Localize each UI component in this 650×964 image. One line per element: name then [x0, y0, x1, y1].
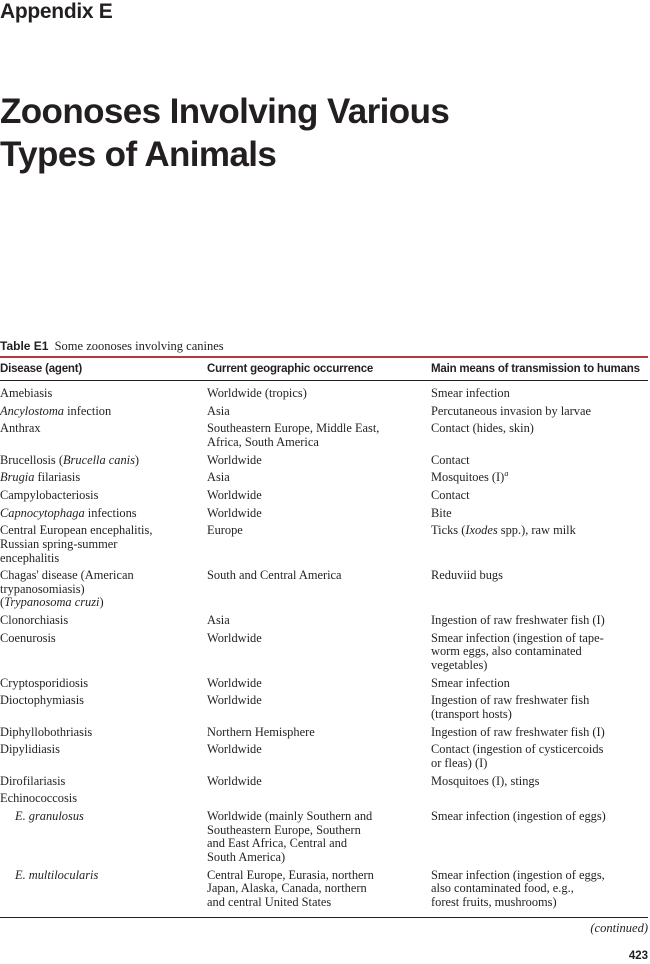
cell-geography — [207, 869, 431, 914]
cell-transmission — [431, 694, 648, 725]
geography-text: Asia — [207, 613, 230, 628]
disease-text: Clonorchiasis — [0, 613, 69, 628]
page-title-line1: Zoonoses Involving Various — [0, 92, 450, 131]
cell-disease — [0, 524, 207, 569]
transmission-text: Contact (ingestion of cysticercoids — [431, 742, 604, 757]
geography-text: Worldwide — [207, 693, 262, 708]
table-row — [0, 677, 648, 695]
disease-text: Russian spring-summer — [0, 537, 118, 551]
table-row — [0, 489, 648, 507]
cell-geography — [207, 810, 431, 868]
geography-text: South and Central America — [207, 568, 342, 583]
geography-text: Japan, Alaska, Canada, northern — [207, 881, 367, 896]
disease-text: Central European encephalitis, — [0, 523, 153, 538]
cell-transmission — [431, 632, 648, 677]
transmission-text: Smear infection (ingestion of tape- — [431, 630, 604, 645]
page-number: 423 — [628, 950, 648, 962]
cell-geography — [207, 569, 431, 614]
disease-text: Cryptosporidiosis — [0, 675, 89, 690]
disease-text: filariasis — [34, 470, 81, 485]
disease-italic: Trypanosoma cruzi — [4, 595, 100, 610]
geography-text: Central Europe, Eurasia, northern — [207, 867, 374, 882]
cell-transmission — [431, 454, 648, 472]
disease-text: infection — [64, 403, 112, 418]
table-row — [0, 775, 648, 793]
cell-transmission — [431, 524, 648, 569]
geography-text: Worldwide — [207, 675, 262, 690]
zoonoses-table — [0, 358, 648, 913]
transmission-text: Contact (hides, skin) — [431, 421, 534, 436]
cell-geography — [207, 694, 431, 725]
page-title-line2: Types of Animals — [0, 135, 277, 174]
geography-text: Southeastern Europe, Southern — [207, 822, 361, 837]
cell-disease — [0, 792, 207, 810]
transmission-text: Contact — [431, 452, 470, 467]
cell-disease — [0, 810, 207, 868]
cell-geography — [207, 471, 431, 489]
cell-transmission — [431, 869, 648, 914]
cell-transmission — [431, 381, 648, 405]
cell-transmission — [431, 422, 648, 453]
cell-transmission — [431, 614, 648, 632]
cell-disease — [0, 743, 207, 774]
transmission-text: Mosquitoes (I) — [431, 470, 505, 485]
disease-text: ) — [99, 595, 104, 610]
cell-geography — [207, 507, 431, 525]
disease-text: Anthrax — [0, 421, 41, 436]
disease-italic: Ancylostoma — [0, 403, 65, 418]
disease-text: Dioctophymiasis — [0, 693, 84, 708]
table-row — [0, 614, 648, 632]
geography-text: Worldwide — [207, 630, 262, 645]
transmission-text: Ingestion of raw freshwater fish (I) — [431, 724, 605, 739]
cell-disease — [0, 677, 207, 695]
cell-transmission — [431, 677, 648, 695]
transmission-text: Smear infection (ingestion of eggs, — [431, 867, 605, 882]
cell-disease — [0, 471, 207, 489]
table-caption-text: Some zoonoses involving canines — [54, 339, 224, 353]
table-row — [0, 405, 648, 423]
disease-text: encephalitis — [0, 550, 60, 565]
cell-transmission — [431, 471, 648, 489]
transmission-text: spp.), raw milk — [497, 523, 576, 538]
footnote-marker: a — [504, 469, 509, 479]
cell-disease — [0, 405, 207, 423]
transmission-text: (transport hosts) — [431, 707, 512, 721]
table-row — [0, 632, 648, 677]
table-header-row — [0, 358, 648, 381]
transmission-text: forest fruits, mushrooms) — [431, 894, 557, 909]
cell-transmission — [431, 569, 648, 614]
geography-text: Europe — [207, 523, 243, 538]
transmission-text: Reduviid bugs — [431, 568, 503, 583]
transmission-italic: Ixodes — [465, 523, 498, 538]
cell-transmission — [431, 489, 648, 507]
cell-transmission — [431, 810, 648, 868]
cell-disease — [0, 381, 207, 405]
cell-disease — [0, 422, 207, 453]
cell-transmission — [431, 792, 648, 810]
geography-text: Worldwide (tropics) — [207, 386, 307, 400]
cell-geography — [207, 775, 431, 793]
table-row — [0, 869, 648, 914]
transmission-text: Ingestion of raw freshwater fish (I) — [431, 613, 605, 628]
cell-geography — [207, 743, 431, 774]
appendix-heading: Appendix E — [0, 0, 113, 23]
cell-transmission — [431, 507, 648, 525]
transmission-text: Ingestion of raw freshwater fish — [431, 693, 590, 708]
disease-text: Dipylidiasis — [0, 742, 60, 757]
cell-disease — [0, 694, 207, 725]
cell-disease — [0, 632, 207, 677]
disease-text: Coenurosis — [0, 630, 56, 645]
disease-text: ) — [134, 452, 140, 467]
geography-text: Worldwide — [207, 505, 262, 520]
transmission-text: Bite — [431, 505, 452, 520]
transmission-text: Smear infection — [431, 386, 510, 400]
geography-text: Worldwide — [207, 773, 262, 788]
cell-geography — [207, 677, 431, 695]
table-caption-label: Table E1 — [0, 339, 49, 353]
zoonoses-table-wrap — [0, 356, 648, 918]
cell-transmission — [431, 775, 648, 793]
geography-text: Africa, South America — [207, 434, 319, 449]
geography-text: and central United States — [207, 894, 332, 909]
cell-geography — [207, 489, 431, 507]
disease-text: ( — [0, 595, 5, 610]
disease-text: Diphyllobothriasis — [0, 724, 93, 739]
cell-disease — [0, 869, 207, 914]
table-row — [0, 454, 648, 472]
cell-geography — [207, 632, 431, 677]
table-caption — [0, 339, 224, 354]
cell-geography — [207, 422, 431, 453]
transmission-text: also contaminated food, e.g., — [431, 881, 574, 896]
transmission-text: Percutaneous invasion by larvae — [431, 403, 591, 418]
cell-transmission — [431, 405, 648, 423]
transmission-text: Smear infection (ingestion of eggs) — [431, 809, 606, 824]
cell-transmission — [431, 743, 648, 774]
cell-geography — [207, 792, 431, 810]
table-row — [0, 810, 648, 868]
geography-text: and East Africa, Central and — [207, 836, 348, 851]
column-header-disease: Disease (agent) — [0, 363, 83, 375]
disease-text: infections — [84, 505, 137, 520]
cell-geography — [207, 454, 431, 472]
table-row — [0, 422, 648, 453]
table-row — [0, 694, 648, 725]
transmission-text: Mosquitoes (I), stings — [431, 773, 540, 788]
geography-text: Asia — [207, 470, 230, 485]
page-title — [0, 90, 449, 176]
cell-disease — [0, 569, 207, 614]
transmission-text: vegetables) — [431, 658, 488, 673]
disease-italic: Brugia — [0, 470, 35, 485]
table-row — [0, 524, 648, 569]
disease-text: Dirofilariasis — [0, 773, 66, 788]
disease-text: Amebiasis — [0, 386, 53, 400]
transmission-text: or fleas) (I) — [431, 755, 488, 770]
cell-disease — [0, 454, 207, 472]
table-row — [0, 507, 648, 525]
disease-italic: E. granulosus — [15, 809, 84, 824]
geography-text: Northern Hemisphere — [207, 724, 315, 739]
transmission-text: Ticks ( — [431, 523, 466, 538]
disease-text: Chagas' disease (American — [0, 568, 134, 583]
table-row — [0, 743, 648, 774]
table-row — [0, 381, 648, 405]
geography-text: Worldwide — [207, 488, 262, 503]
table-row — [0, 569, 648, 614]
disease-italic: Capnocytophaga — [0, 505, 85, 520]
geography-text: South America) — [207, 849, 286, 864]
disease-italic: E. multilocularis — [15, 867, 99, 882]
column-header-transmission: Main means of transmission to humans — [431, 363, 640, 375]
geography-text: Asia — [207, 403, 230, 418]
continued-note: (continued) — [590, 921, 648, 935]
disease-text: Echinococcosis — [0, 791, 78, 806]
cell-geography — [207, 381, 431, 405]
cell-geography — [207, 524, 431, 569]
transmission-text: Smear infection — [431, 675, 510, 690]
table-row — [0, 792, 648, 810]
geography-text: Worldwide — [207, 742, 262, 757]
disease-text: Brucellosis ( — [0, 452, 63, 467]
column-header-geography: Current geographic occurrence — [207, 363, 374, 375]
cell-disease — [0, 614, 207, 632]
disease-text: Campylobacteriosis — [0, 488, 99, 503]
geography-text: Southeastern Europe, Middle East, — [207, 421, 380, 436]
cell-geography — [207, 614, 431, 632]
cell-disease — [0, 489, 207, 507]
transmission-text: Contact — [431, 488, 470, 503]
table-row — [0, 726, 648, 744]
cell-disease — [0, 507, 207, 525]
disease-text: trypanosomiasis) — [0, 581, 85, 596]
cell-transmission — [431, 726, 648, 744]
cell-geography — [207, 726, 431, 744]
geography-text: Worldwide (mainly Southern and — [207, 809, 373, 824]
table-body — [0, 381, 648, 914]
geography-text: Worldwide — [207, 452, 262, 467]
table-bottom-rule — [0, 917, 648, 918]
transmission-text: worm eggs, also contaminated — [431, 644, 582, 659]
cell-disease — [0, 775, 207, 793]
disease-italic: Brucella canis — [62, 452, 135, 467]
cell-geography — [207, 405, 431, 423]
cell-disease — [0, 726, 207, 744]
table-row — [0, 471, 648, 489]
